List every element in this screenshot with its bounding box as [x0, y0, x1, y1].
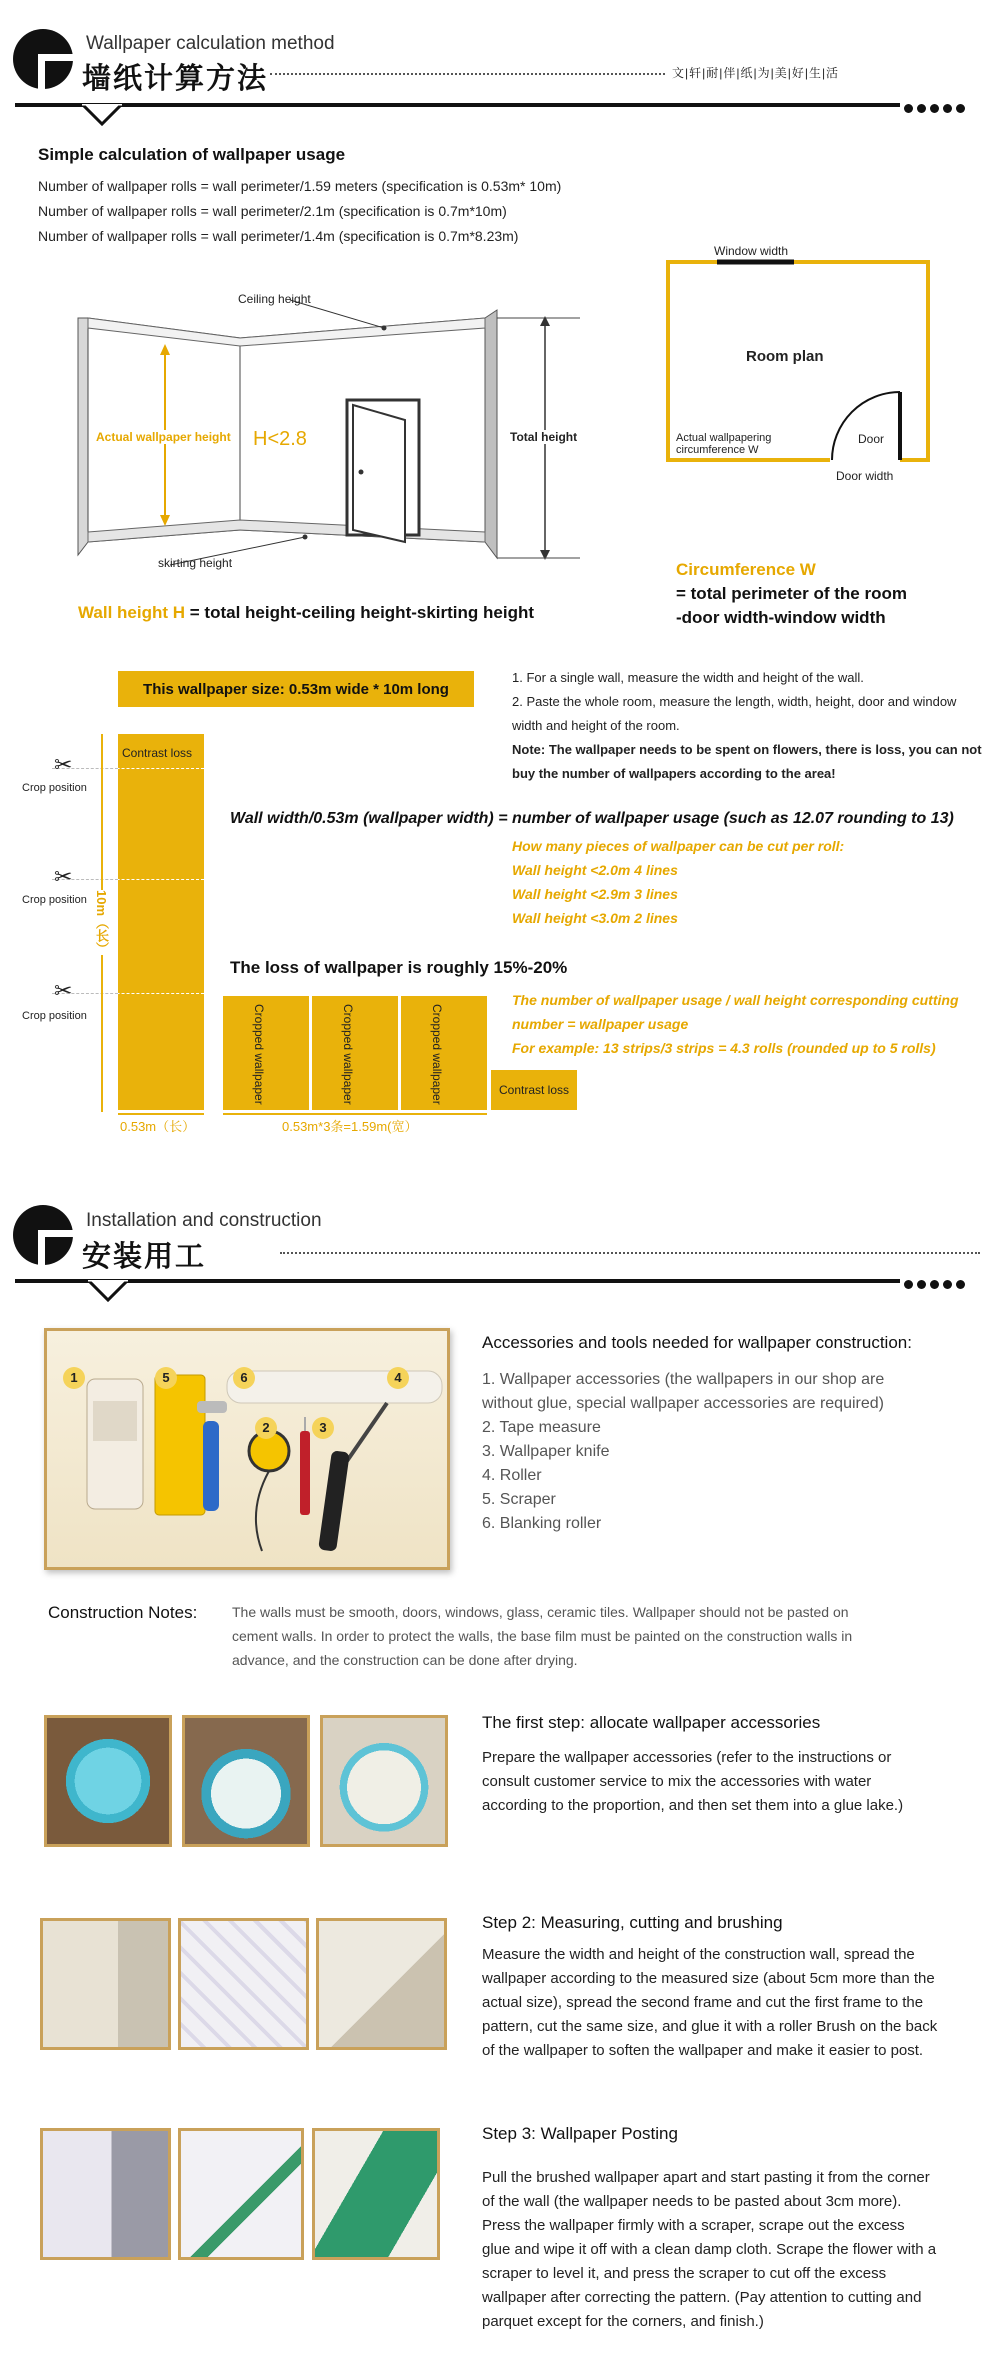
wallpaper-size-text: This wallpaper size: 0.53m wide * 10m long — [143, 680, 449, 698]
step1-line: Prepare the wallpaper accessories (refer to the instructions or — [482, 1749, 892, 1766]
usage-line-1: The number of wallpaper usage / wall height corresponding cutting — [512, 992, 959, 1008]
construction-notes-line: cement walls. In order to protect the walls, the base film must be painted on the construction walls in — [232, 1628, 853, 1644]
cropped-strip-2 — [312, 996, 398, 1110]
simple-calc-line-2: Number of wallpaper rolls = wall perimeter/2.1m (specification is 0.7m*10m) — [38, 203, 507, 219]
step2-text — [482, 1943, 992, 2063]
cropped-strip-1 — [223, 996, 309, 1110]
simple-calc-line-1: Number of wallpaper rolls = wall perimeter/1.59 meters (specification is 0.53m* 10m) — [38, 178, 562, 194]
step3-line: Pull the brushed wallpaper apart and start pasting it from the corner — [482, 2169, 930, 2186]
tool-badge-4: 4 — [387, 1367, 409, 1389]
ceiling-height-label: Ceiling height — [238, 292, 311, 306]
crop-position-label-2: Crop position — [22, 894, 87, 906]
room-plan — [660, 240, 940, 483]
cropped-strip-3 — [401, 996, 487, 1110]
header-dotted-line — [270, 73, 665, 75]
tools-item: 1. Wallpaper accessories (the wallpapers in our shop are — [482, 1371, 885, 1388]
section-title-cn: 安装用工 — [82, 1241, 207, 1273]
step2-photo-2 — [178, 1918, 309, 2050]
section-header-calculation — [0, 0, 1000, 100]
tools-item: 3. Wallpaper knife — [482, 1443, 610, 1460]
step3-photo-2 — [178, 2128, 304, 2260]
window-width-label: Window width — [714, 244, 789, 258]
actual-circumference-label-2: circumference W — [676, 444, 759, 456]
strips-width-bar — [223, 1113, 487, 1115]
simple-calc-heading: Simple calculation of wallpaper usage — [38, 145, 346, 164]
step3-line: glue and wipe it off with a clean damp cloth. Scrape the flower with a — [482, 2241, 937, 2258]
section-title-en: Wallpaper calculation method — [86, 33, 335, 54]
wallpaper-size-banner — [118, 671, 474, 707]
h-less-label: H<2.8 — [253, 428, 307, 450]
tools-list — [482, 1368, 982, 1536]
tool-badge-6: 6 — [233, 1367, 255, 1389]
step3-line: scraper to level it, and press the scraper to cut off the excess — [482, 2265, 887, 2282]
step1-text — [482, 1746, 982, 1818]
construction-notes-line: advance, and the construction can be done after drying. — [232, 1652, 578, 1668]
step3-title: Step 3: Wallpaper Posting — [482, 2124, 678, 2143]
contrast-loss-block-label: Contrast loss — [498, 1083, 570, 1097]
height-line-3: Wall height <3.0m 2 lines — [512, 910, 678, 926]
roll-note-1: 1. For a single wall, measure the width and height of the wall. — [512, 670, 864, 685]
header-notch — [82, 104, 122, 126]
tools-illustration — [47, 1331, 447, 1567]
contrast-loss-block — [491, 1070, 577, 1110]
construction-notes-text — [232, 1600, 972, 1672]
step2-photo-1 — [40, 1918, 171, 2050]
crop-position-label-3: Crop position — [22, 1010, 87, 1022]
roll-length-label: 10m（长） — [94, 890, 109, 956]
height-line-2: Wall height <2.9m 3 lines — [512, 886, 678, 902]
step3-line: wallpaper after correcting the pattern. (Pay attention to cutting and — [482, 2289, 922, 2306]
step1-photo-3 — [320, 1715, 448, 1847]
step2-line: pattern, cut the same size, and glue it with a roller Brush on the back — [482, 2018, 938, 2035]
scissors-icon: ✂ — [54, 978, 73, 1003]
section-title-en: Installation and construction — [86, 1210, 322, 1231]
wall-height-formula — [78, 603, 534, 623]
step3-photo-3 — [312, 2128, 440, 2260]
construction-notes-label: Construction Notes: — [48, 1603, 198, 1622]
step3-photo-1 — [40, 2128, 171, 2260]
step1-line: according to the proportion, and then set them into a glue lake.) — [482, 1797, 904, 1814]
section-header-installation — [0, 1200, 1000, 1310]
usage-formula: Wall width/0.53m (wallpaper width) = number of wallpaper usage (such as 12.07 rounding to 13) — [230, 810, 954, 827]
step3-line: Press the wallpaper firmly with a scraper, scrape out the excess — [482, 2217, 905, 2234]
step2-photo-3 — [316, 1918, 447, 2050]
roll-contrast-loss-label: Contrast loss — [122, 746, 193, 760]
strips-width-label: 0.53m*3条=1.59m(宽） — [282, 1119, 418, 1134]
header-slogan: 文|轩|耐|伴|纸|为|美|好|生|活 — [672, 66, 840, 80]
room-diagram — [60, 280, 590, 580]
header-notch — [88, 1280, 128, 1302]
door-label: Door — [858, 432, 885, 446]
roll-notes — [512, 666, 982, 786]
scissors-icon: ✂ — [54, 752, 73, 777]
simple-calc-line-3: Number of wallpaper rolls = wall perimeter/1.4m (specification is 0.7m*8.23m) — [38, 228, 519, 244]
section-title-cn: 墙纸计算方法 — [82, 63, 269, 95]
header-dots — [900, 1276, 965, 1294]
step2-line: Measure the width and height of the construction wall, spread the — [482, 1946, 915, 1963]
total-height-label: Total height — [510, 430, 578, 444]
circumference-line-2: -door width-window width — [676, 608, 886, 627]
step2-line: wallpaper according to the measured size (about 5cm more than the — [482, 1970, 935, 1987]
tool-badge-3: 3 — [312, 1417, 334, 1439]
tools-item: 2. Tape measure — [482, 1419, 601, 1436]
tools-item: 6. Blanking roller — [482, 1515, 602, 1532]
section-logo-icon — [12, 28, 74, 90]
roll-width-label: 0.53m（长） — [120, 1119, 196, 1134]
door-width-label: Door width — [836, 469, 894, 483]
height-line-1: Wall height <2.0m 4 lines — [512, 862, 678, 878]
tool-badge-1: 1 — [63, 1367, 85, 1389]
actual-wallpaper-height-label: Actual wallpaper height — [96, 430, 231, 444]
circumference-line-1: = total perimeter of the room — [676, 584, 907, 603]
section-logo-icon — [12, 1204, 74, 1266]
step3-line: of the wall (the wallpaper needs to be pasted about 3cm more). — [482, 2193, 902, 2210]
room-plan-label: Room plan — [746, 348, 824, 365]
tools-item: 5. Scraper — [482, 1491, 556, 1508]
step2-title: Step 2: Measuring, cutting and brushing — [482, 1913, 783, 1932]
wall-height-formula-lead: Wall height H — [78, 603, 186, 622]
crop-position-label-1: Crop position — [22, 782, 87, 794]
construction-notes-line: The walls must be smooth, doors, windows, glass, ceramic tiles. Wallpaper should not be pasted on — [232, 1604, 849, 1620]
header-divider — [15, 1279, 900, 1283]
cropped-strip-label-3: Cropped wallpaper — [430, 1004, 444, 1105]
circumference-title: Circumference W — [676, 560, 816, 579]
tool-badge-5: 5 — [155, 1367, 177, 1389]
loss-text: The loss of wallpaper is roughly 15%-20% — [230, 958, 568, 977]
cropped-strip-label-2: Cropped wallpaper — [341, 1004, 355, 1105]
step2-line: of the wallpaper to soften the wallpaper and make it easier to post. — [482, 2042, 924, 2059]
roll-note-bold: Note: The wallpaper needs to be spent on flowers, there is loss, you can not buy the number of wallpapers according to the area! — [512, 742, 982, 781]
actual-circumference-label-1: Actual wallpapering — [676, 432, 772, 444]
tools-photo — [44, 1328, 450, 1570]
header-dotted-line — [280, 1252, 980, 1254]
wall-height-formula-rest: = total height-ceiling height-skirting height — [185, 603, 535, 622]
step1-photo-1 — [44, 1715, 172, 1847]
header-divider — [15, 103, 900, 107]
usage-line-3: For example: 13 strips/3 strips = 4.3 rolls (rounded up to 5 rolls) — [512, 1040, 936, 1056]
tools-item: 4. Roller — [482, 1467, 542, 1484]
step3-text — [482, 2166, 992, 2334]
cropped-strip-label-1: Cropped wallpaper — [252, 1004, 266, 1105]
step3-line: parquet except for the corners, and finish.) — [482, 2313, 764, 2330]
step2-line: actual size), spread the second frame and cut the first frame to the — [482, 1994, 924, 2011]
step1-title: The first step: allocate wallpaper accessories — [482, 1713, 821, 1732]
step1-line: consult customer service to mix the accessories with water — [482, 1773, 872, 1790]
tool-badge-2: 2 — [255, 1417, 277, 1439]
header-dots — [900, 100, 965, 118]
roll-width-bar — [118, 1113, 204, 1115]
tools-item: without glue, special wallpaper accessories are required) — [482, 1395, 884, 1412]
scissors-icon: ✂ — [54, 864, 73, 889]
skirting-height-label: skirting height — [158, 556, 233, 570]
tools-heading: Accessories and tools needed for wallpaper construction: — [482, 1333, 912, 1352]
roll-note-2: 2. Paste the whole room, measure the length, width, height, door and window width and height of the room. — [512, 694, 957, 733]
how-many-pieces: How many pieces of wallpaper can be cut per roll: — [512, 838, 845, 854]
wallpaper-roll-strip — [118, 734, 204, 1110]
step1-photo-2 — [182, 1715, 310, 1847]
usage-line-2: number = wallpaper usage — [512, 1016, 689, 1032]
